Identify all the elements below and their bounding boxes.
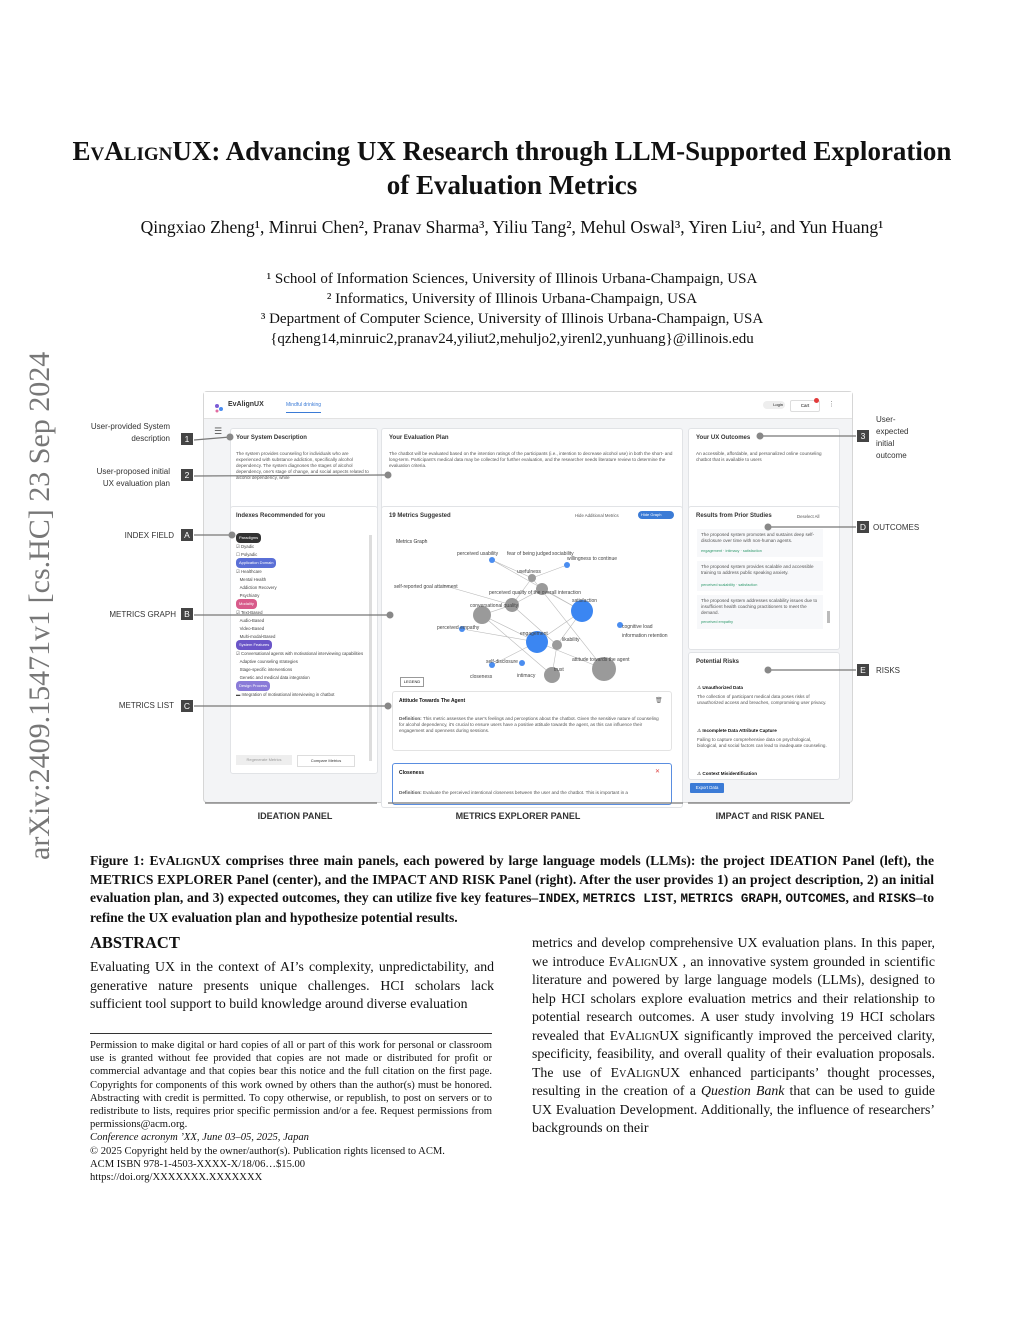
node-label: cognitive load xyxy=(622,624,653,630)
index-item[interactable]: Genetic and medical data integration xyxy=(239,674,310,680)
badge-3: 3 xyxy=(857,430,869,442)
callout-metrics-graph: METRICS GRAPH xyxy=(109,610,176,619)
metric-definition: Definition: This metric assesses the user's feelings and perceptions about the chatbot. Given the sensitive nature of counseling for alcohol dependency, it's crucial to ensure users have a positive attitude towards the agent, as this can influence their engagement and openness during sessions. xyxy=(399,716,659,733)
node-label: self-reported goal attainment xyxy=(394,584,458,590)
abstract-right-text: metrics and develop comprehensive UX evaluation plans. In this paper, we introduce EvAlignUX , an innovative system grounded in scientific literature and powered by large language models (LLMs), designed to help HCI scholars explore evaluation metrics and their relationship to potential research outcomes. A user study involving 19 HCI scholars revealed that EvAlignUX significantly improved the perceived clarity, specificity, feasibility, and overall quality of their evaluation proposals. The use of EvAlignUX enhanced participants’ thought processes, resulting in the creation of a Question Bank that can be used to guide UX Evaluation Development. Additionally, the influence of researchers’ backgrounds on their xyxy=(532,935,936,1135)
deselect-all-button[interactable]: Deselect All xyxy=(797,514,820,519)
callout-system-description: User-provided System description xyxy=(90,422,170,443)
node-label: intimacy xyxy=(517,673,536,679)
compare-metrics-button[interactable]: Compare Metrics xyxy=(297,755,355,767)
index-item[interactable]: Addiction Recovery xyxy=(239,584,277,590)
badge-2: 2 xyxy=(181,469,193,481)
isbn-line: ACM ISBN 978-1-4503-XXXX-X/18/06…$15.00 xyxy=(90,1158,306,1170)
panel-label-ideation: IDEATION PANEL xyxy=(257,811,333,821)
hamburger-menu-icon[interactable]: ☰ xyxy=(214,426,223,436)
node-label: usefulness xyxy=(517,569,541,575)
node-label: satisfaction xyxy=(572,598,598,604)
metric-card-title: Attitude Towards The Agent xyxy=(399,698,466,704)
node-label: attitude towards the agent xyxy=(572,657,630,663)
trash-icon[interactable]: 🗑 xyxy=(655,698,663,704)
abstract-left-text: Evaluating UX in the context of AI’s complexity, unpredictability, and generative nature presents unique challenges. HCI scholars lack sufficient tool support to build knowledge around diverse evaluation xyxy=(90,959,494,1011)
index-item[interactable]: ▬ Integration of motivational interviewing in chatbot xyxy=(236,692,335,698)
index-item[interactable]: Video-Based xyxy=(239,625,265,631)
affiliation-3: ³ Department of Computer Science, University of Illinois Urbana-Champaign, USA xyxy=(260,311,764,327)
callout-outcomes: OUTCOMES xyxy=(873,523,920,532)
node-label: information retention xyxy=(622,633,668,639)
callout-metrics-list: METRICS LIST xyxy=(118,701,174,710)
node-label: perceived usability xyxy=(457,551,499,557)
node-label: engagement xyxy=(520,631,548,637)
prior-studies-title: Results from Prior Studies xyxy=(696,513,772,519)
node-label: perceived empathy xyxy=(437,625,480,631)
risk-item[interactable]: ⚠ Incomplete Data Attribute Capture Failing to capture comprehensive data on psychological, biological, and social factors can lead to inadequate counseling. xyxy=(697,728,827,748)
figure-caption: Figure 1: EvAlignUX comprises three main panels, each powered by large language models (LLMs): the project IDEATION Panel (left), the METRICS EXPLORER Panel (center), and the IMPACT AND RISK Panel (right). After the user provides 1) an project description, 2) an initial evaluation plan, and 3) expected outcomes, they can utilize five key features–INDEX, METRICS LIST, METRICS GRAPH, OUTCOMES, and RISKS–to refine the UX evaluation plan and hypothesize potential results. xyxy=(90,853,935,925)
title-brand: EvAlignUX xyxy=(72,136,212,166)
index-item[interactable]: ☑ Dyadic xyxy=(236,543,255,549)
paradigms-tag[interactable]: Paradigms xyxy=(236,533,261,543)
callout-evaluation-plan: User-proposed initial UX evaluation plan xyxy=(96,467,170,488)
badge-B: B xyxy=(181,608,193,620)
index-item[interactable]: ☑ Healthcare xyxy=(236,569,262,575)
export-data-button[interactable]: Export Data xyxy=(690,783,724,793)
node-label: sociability xyxy=(552,551,574,557)
outcome-tag: perceived scalability · satisfaction xyxy=(701,583,758,587)
index-item[interactable]: ☑ Conversational agents with motivational interviewing capabilities xyxy=(236,651,364,657)
index-item[interactable]: ☐ Polyadic xyxy=(236,551,258,557)
regenerate-metrics-button[interactable]: Regenerate Metrics xyxy=(236,755,292,765)
index-item[interactable]: Mental Health xyxy=(239,576,267,582)
system-features-tag[interactable]: System Features xyxy=(236,640,272,650)
indexes-title: Indexes Recommended for you xyxy=(236,513,326,519)
prior-study-item[interactable]: The proposed system addresses scalability issues due to insufficient health coaching practitioners to meet the demand. perceived empathy xyxy=(697,595,823,629)
hide-additional-metrics-button[interactable]: Hide Additional Metrics xyxy=(575,513,619,518)
index-item[interactable]: Adaptive counseling strategies xyxy=(239,658,298,664)
badge-E: E xyxy=(857,664,869,676)
outcome-tag: engagement · intimacy · satisfaction xyxy=(701,549,762,553)
badge-C: C xyxy=(181,700,193,712)
abstract-heading: ABSTRACT xyxy=(90,933,180,952)
legend-button[interactable]: LEGEND xyxy=(400,677,424,687)
ux-outcomes-title: Your UX Outcomes xyxy=(696,435,751,441)
node-label: fear of being judged xyxy=(507,551,552,557)
system-description-text: The system provides counseling for individuals who are experienced with substance addiction, specifically alcohol dependency. The system diagnoses the stages of alcohol dependency, one's stage of change, and social aspects related to alcohol dependency, while xyxy=(236,451,369,480)
panel-label-metrics-explorer: METRICS EXPLORER PANEL xyxy=(455,811,581,821)
more-menu-icon[interactable]: ⋮ xyxy=(828,401,835,408)
doi-link[interactable]: https://doi.org/XXXXXXX.XXXXXXX xyxy=(90,1172,263,1184)
prior-study-item[interactable]: The proposed system provides scalable and accessible training to address public speaking anxiety. perceived scalability · satisfaction xyxy=(697,561,823,591)
node-label: closeness xyxy=(470,674,493,680)
divider xyxy=(90,1033,492,1034)
metrics-suggested-title: 19 Metrics Suggested xyxy=(389,513,451,519)
affiliation-2: ² Informatics, University of Illinois Urbana-Champaign, USA xyxy=(326,291,698,307)
cart-button[interactable]: Cart xyxy=(790,400,820,412)
metric-definition: Definition: Evaluate the perceived intentional closeness between the user and the chatbot. This is important in a xyxy=(399,790,628,795)
permission-notice: Permission to make digital or hard copies of all or part of this work for personal or classroom use is granted without fee provided that copies are not made or distributed for profit or commercial advantage and that copies bear this notice and the full citation on the first page. Copyrights for components of this work owned by others than the author(s) must be honored. Abstracting with credit is permitted. To copy otherwise, or republish, to post on servers or to redistribute to lists, requires prior specific permission and/or a fee. Request permissions from permissions@acm.org. Conference acronym ’XX, June 03–05, 2025, Japan © 2025 Copyright held by the owner/author(s). Publication rights licensed to ACM. ACM ISBN 978-1-4503-XXXX-X/18/06…$15.00 https://doi.org/XXXXXXX.XXXXXXX xyxy=(90,1040,492,1184)
risk-item[interactable]: ⚠ Unauthorized Data The collection of participant medical data poses risks of unauthorized access and breaches, compromising user privacy. xyxy=(697,685,827,705)
conference-line: Conference acronym ’XX, June 03–05, 2025, Japan xyxy=(90,1132,309,1144)
callout-index-field: INDEX FIELD xyxy=(124,531,174,540)
copyright-line: © 2025 Copyright held by the owner/author(s). Publication rights licensed to ACM. xyxy=(90,1145,445,1157)
potential-risks-title: Potential Risks xyxy=(696,659,740,665)
callout-expected-outcome: User-expected initial outcome xyxy=(876,415,909,460)
system-description-title: Your System Description xyxy=(236,435,307,441)
evaluation-plan-title: Your Evaluation Plan xyxy=(389,435,449,441)
app-name: EvAlignUX xyxy=(228,401,264,408)
badge-A: A xyxy=(181,529,193,541)
risk-item[interactable]: ⚠ Context Misidentification xyxy=(697,771,758,776)
ux-outcomes-text: An accessible, affordable, and personalized online counseling chatbot that is available to users xyxy=(696,451,822,462)
prior-study-item[interactable]: The proposed system promotes and sustains deep self-disclosure over time with non-human agents. engagement · intimacy · satisfaction xyxy=(697,529,823,557)
badge-D: D xyxy=(857,521,869,533)
affiliation-1: ¹ School of Information Sciences, University of Illinois Urbana-Champaign, USA xyxy=(266,271,758,287)
node-label: likability xyxy=(562,637,580,643)
arxiv-stamp: arXiv:2409.15471v1 [cs.HC] 23 Sep 2024 xyxy=(23,351,56,860)
index-item[interactable]: Stage-specific interventions xyxy=(239,666,293,672)
metric-card-title: Closeness xyxy=(399,770,425,776)
design-process-tag[interactable]: Design Process xyxy=(236,681,270,691)
evaluation-plan-text: The chatbot will be evaluated based on the intention ratings of the participants (i.e., intention to decrease alcohol use) in both the short- and long-term. Participant's medical data may be collected for further evaluation, and the researcher needs literature review to determine the evaluation criteria. xyxy=(389,451,673,468)
close-icon[interactable]: ✕ xyxy=(655,769,661,775)
panel-label-impact-risk: IMPACT and RISK PANEL xyxy=(715,811,825,821)
node-label: perceived quality of the overall interaction xyxy=(489,590,581,596)
index-item[interactable]: ☑ Text-Based xyxy=(236,610,263,616)
title-rest: : Advancing UX Research through LLM-Supported Exploration of Evaluation Metrics xyxy=(211,136,952,200)
hide-graph-toggle[interactable]: Hide Graph xyxy=(638,511,674,519)
index-item[interactable]: Multi-modal-Based xyxy=(239,633,276,639)
index-item[interactable]: Audio-Based xyxy=(239,617,265,623)
node-label: willingness to continue xyxy=(567,556,618,562)
index-item[interactable]: Psychiatry xyxy=(239,592,260,598)
badge-1: 1 xyxy=(181,433,193,445)
node-label: conversational quality xyxy=(470,603,519,609)
metrics-graph-label: Metrics Graph xyxy=(396,539,428,545)
tab-mindful-drinking[interactable]: Mindful drinking xyxy=(286,402,321,413)
application-domain-tag[interactable]: Application Domain xyxy=(236,558,276,568)
node-label: self-disclosure xyxy=(486,659,518,665)
author-list: Qingxiao Zheng¹, Minrui Chen², Pranav Sharma³, Yiliu Tang², Mehul Oswal³, Yiren Liu², and Yun Huang¹ xyxy=(140,217,884,237)
modality-tag[interactable]: Modality xyxy=(236,599,257,609)
login-toggle[interactable]: Login xyxy=(763,401,785,409)
outcome-tag: perceived empathy xyxy=(701,620,734,624)
node-label: trust xyxy=(554,667,564,673)
callout-risks: RISKS xyxy=(876,666,901,675)
author-emails: {qzheng14,minruic2,pranav24,yiliut2,mehuljo2,yirenl2,yunhuang}@illinois.edu xyxy=(270,331,754,347)
